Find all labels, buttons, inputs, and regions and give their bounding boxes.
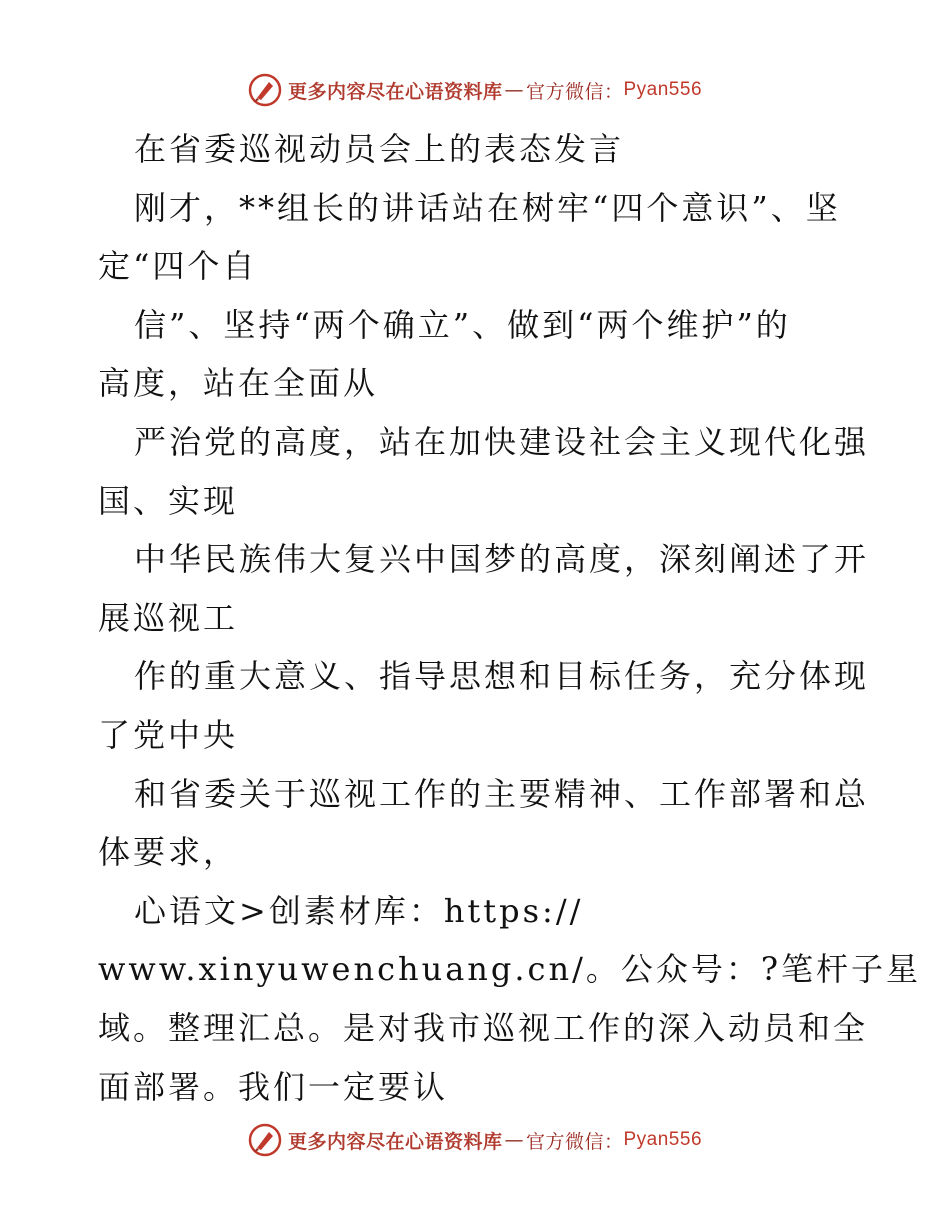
banner-main-text: 更多内容尽在心语资料库	[287, 80, 503, 103]
pen-nib-logo-icon	[248, 1123, 282, 1157]
paragraph-line: 国、实现	[98, 481, 239, 520]
paragraph-line: 和省委关于巡视工作的主要精神、工作部署和总	[134, 774, 870, 813]
banner-separator: —	[504, 79, 524, 101]
document-body	[98, 120, 922, 1116]
pen-nib-logo-icon	[248, 73, 282, 107]
paragraph-line: 面部署。我们一定要认	[98, 1067, 449, 1106]
banner-wechat-id: Pyan556	[623, 79, 703, 100]
paragraph-line: 域。整理汇总。是对我市巡视工作的深入动员和全	[98, 1008, 869, 1047]
paragraph-line: 了党中央	[98, 715, 239, 754]
paragraph-line: 信”、坚持“两个确立”、做到“两个维护”的	[134, 305, 791, 344]
paragraph-line: 心语文>创素材库：https://	[134, 891, 584, 930]
paragraph-line: www.xinyuwenchuang.cn/。公众号：?笔杆子星	[98, 950, 922, 989]
header-watermark-banner	[0, 70, 950, 110]
banner-separator: —	[504, 1129, 524, 1151]
banner-wechat-label: 官方微信：	[525, 80, 624, 103]
document-title: 在省委巡视动员会上的表态发言	[134, 130, 625, 168]
paragraph-line: 中华民族伟大复兴中国梦的高度，深刻阐述了开	[134, 540, 870, 579]
paragraph-line: 高度，站在全面从	[98, 364, 379, 403]
paragraph-line: 刚才，**组长的讲话站在树牢“四个意识”、坚	[134, 188, 841, 227]
paragraph-line: 作的重大意义、指导思想和目标任务，充分体现	[134, 657, 870, 696]
paragraph-line: 严治党的高度，站在加快建设社会主义现代化强	[134, 422, 870, 461]
paragraph-line: 体要求，	[98, 833, 239, 872]
banner-wechat-id: Pyan556	[623, 1129, 703, 1150]
paragraph-line: 定“四个自	[98, 247, 258, 286]
banner-main-text: 更多内容尽在心语资料库	[287, 1130, 503, 1153]
paragraph-line: 展巡视工	[98, 598, 239, 637]
footer-watermark-banner	[0, 1120, 950, 1160]
banner-wechat-label: 官方微信：	[525, 1130, 624, 1153]
